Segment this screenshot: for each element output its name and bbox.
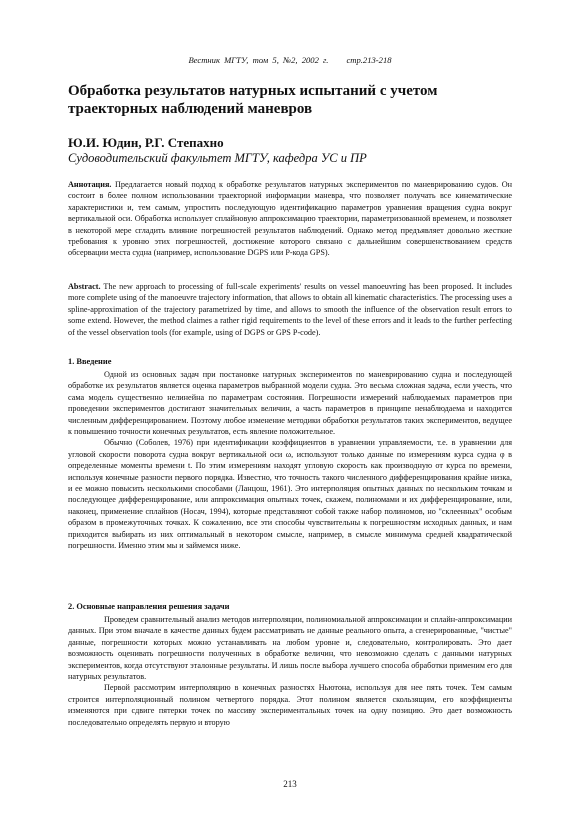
authors: Ю.И. Юдин, Р.Г. Степахно [68,135,224,150]
abstract-english-text: The new approach to processing of full-scale experiments' results on vessel manoeuvring has been proposed. It includes more complete using of the manoeuvre trajectory information, that allows to obtain all kinematic characteristics. The processing uses a spline-approximation of the trajectory parametrized by time, and allows to smooth the influence of the observation result errors to some extend. However, the method claimes a rather rigid requirements to the level of these errors and it leads to the further perfecting of the vessel observation tools (for example, using of DGPS or GPS P-code). [68,282,512,337]
affiliation: Судоводительский факультет МГТУ, кафедра УС и ПР [68,151,367,165]
section-heading-main-directions: 2. Основные направления решения задачи [68,602,230,611]
paragraph: Первой рассмотрим интерполяцию в конечных разностях Ньютона, используя для нее пять точек. Тем самым строится интерполяционный полином четвертого порядка. Этот полином является скользящим, его коэффициенты изменяются при сдвиге пятерки точек по массиву экспериментальных точек на одну позицию. Это дает возможность последовательно определять первую и вторую [68,683,512,727]
paper-title: Обработка результатов натурных испытаний с учетом траекторных наблюдений маневров [68,83,438,117]
abstract-russian [68,179,512,259]
section-heading-introduction: 1. Введение [68,357,112,366]
paragraph: Обычно (Соболев, 1976) при идентификации коэффициентов в уравнении управляемости, т.е. в уравнении для угловой скорости поворота судна вокруг вертикальной оси ω, используют только данные по измерениям курса судна φ в определенные моменты времени t. По этим измерениям находят угловую скорость как производную от курса по времени, используя конечные разности первого порядка. Известно, что точность такого численного дифференцирования крайне низка, и ее можно повысить несколькими способами (Ланцош, 1961). Это интерполяция опытных данных по нескольким точкам и последующее дифференцирование, или аппроксимация опытных точек, скажем, полиномами и их дифференцирование, или, наконец, применение сплайнов (Носач, 1994), которые представляют собой также набор полиномов, но "склеенных" особым образом в промежуточных точках. К сожалению, все эти способы чувствительны к погрешностям исходных данных, и нам приходится выбирать из них оптимальный в некотором смысле, например, в смысле минимума средней квадратической погрешности. Именно этим мы и займемся ниже. [68,438,512,551]
paragraph: Одной из основных задач при постановке натурных экспериментов по маневрированию судна и последующей обработке их результатов является оценка параметров выбранной модели судна. Это весьма сложная задача, если учесть, что сама модель существенно нелинейна по параметрам состояния. Погрешности измерений наблюдаемых параметров при проведении экспериментов достигают значительных величин, а часть параметров в принципе ненаблюдаема и находится численным дифференцированием. Поэтому любое изменение методики обработки результатов таких экспериментов, ведущее к повышению точности конечных результатов, есть явление положительное. [68,370,512,437]
section-introduction-body [68,369,512,552]
abstract-russian-text: Предлагается новый подход к обработке результатов натурных экспериментов по маневрированию судов. Он состоит в более полном использовании траекторной информации маневра, что позволяет получать все кинематические характеристики и, тем самым, упростить последующую идентификацию параметров уравнения вращения судна вокруг вертикальной оси. Обработка использует сплайновую аппроксимацию траектории, параметризованной временем, и позволяет в некоторой мере сгладить влияние погрешностей результатов наблюдений. Однако метод предъявляет довольно жесткие требования к уровню этих погрешностей, достижение которого связано с дальнейшим совершенствованием средств обсервации места судна (например, использование DGPS или Р-кода GPS). [68,180,512,258]
running-header [68,55,512,65]
paragraph: Проведем сравнительный анализ методов интерполяции, полиномиальной аппроксимации и сплайн-аппроксимации данных. При этом вначале в качестве данных будем рассматривать не данные реального опыта, а сгенерированные, "чистые" данные, погрешности которых можно устанавливать на любом уровне и, следовательно, контролировать. Это дает возможность оценивать погрешности полученных в обработке величин, что невозможно сделать с данными натурных экспериментов, когда отсутствуют эталонные результаты. И лишь после выбора лучшего способа обработки применим его для натурных результатов. [68,615,512,682]
section-main-directions-body [68,614,512,728]
page-range: стр.213-218 [346,55,392,65]
abstract-english-label: Abstract. [68,282,101,291]
journal-reference: Вестник МГТУ, том 5, №2, 2002 г. [188,55,329,65]
abstract-russian-label: Аннотация. [68,180,112,189]
page-number: 213 [283,779,297,789]
abstract-english [68,281,512,338]
